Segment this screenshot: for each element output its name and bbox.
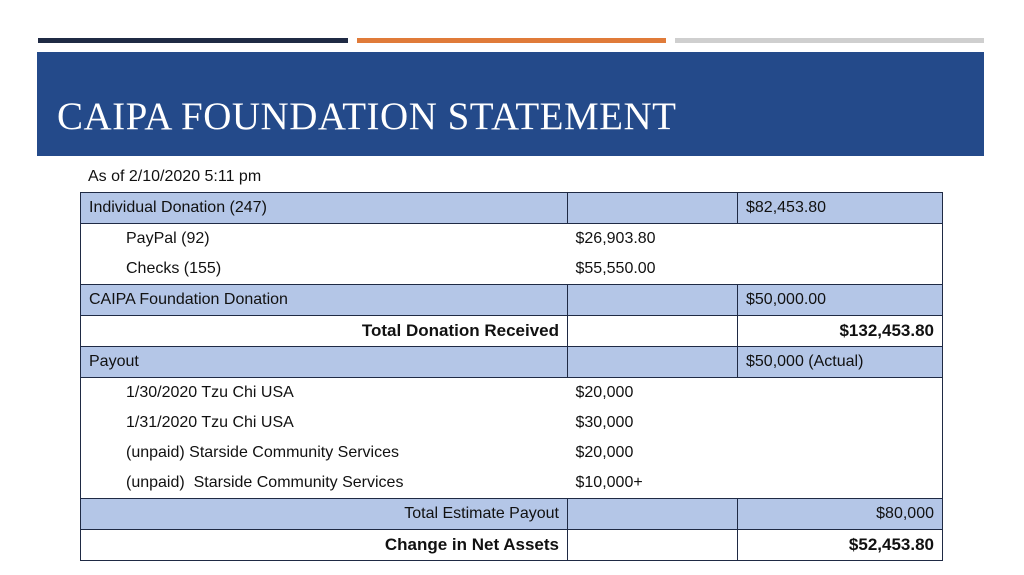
row-amount: $20,000: [568, 438, 738, 468]
row-label: CAIPA Foundation Donation: [81, 285, 568, 316]
row-label: Total Estimate Payout: [81, 499, 568, 530]
row-label: 1/31/2020 Tzu Chi USA: [81, 408, 568, 438]
row-total: $82,453.80: [738, 193, 943, 224]
row-label: Checks (155): [81, 254, 568, 285]
row-amount-empty: [568, 530, 738, 561]
row-label: (unpaid) Starside Community Services: [81, 468, 568, 499]
table-row-total-donation: [81, 316, 943, 347]
table-row-individual-donation: [81, 193, 943, 224]
slide-title: CAIPA FOUNDATION STATEMENT: [57, 95, 677, 138]
row-total-empty: [738, 378, 943, 409]
orange-accent-bar: [357, 38, 666, 43]
row-total-empty: [738, 438, 943, 468]
row-label: Individual Donation (247): [81, 193, 568, 224]
table-row-payout: [81, 347, 943, 378]
row-amount: $10,000+: [568, 468, 738, 499]
row-amount: $20,000: [568, 378, 738, 409]
decorative-bars: [38, 38, 984, 44]
row-total: $52,453.80: [738, 530, 943, 561]
row-amount-empty: [568, 285, 738, 316]
title-band: [37, 52, 984, 156]
statement-table: [80, 192, 943, 561]
table-row-payout-2: [81, 408, 943, 438]
table-row-foundation-donation: [81, 285, 943, 316]
row-total: $132,453.80: [738, 316, 943, 347]
row-label: Total Donation Received: [81, 316, 568, 347]
row-label: PayPal (92): [81, 224, 568, 255]
row-amount-empty: [568, 499, 738, 530]
row-total-empty: [738, 468, 943, 499]
table-row-payout-4: [81, 468, 943, 499]
row-label: Payout: [81, 347, 568, 378]
table-row-total-payout: [81, 499, 943, 530]
row-total: $50,000 (Actual): [738, 347, 943, 378]
row-total-empty: [738, 408, 943, 438]
table-row-payout-3: [81, 438, 943, 468]
gray-accent-bar: [675, 38, 984, 43]
row-total: $80,000: [738, 499, 943, 530]
row-amount-empty: [568, 316, 738, 347]
table-row-net-assets: [81, 530, 943, 561]
row-label: 1/30/2020 Tzu Chi USA: [81, 378, 568, 409]
table-row-paypal: [81, 224, 943, 255]
row-total: $50,000.00: [738, 285, 943, 316]
row-amount-empty: [568, 347, 738, 378]
table-row-checks: [81, 254, 943, 285]
as-of-date: As of 2/10/2020 5:11 pm: [88, 168, 262, 185]
row-amount-empty: [568, 193, 738, 224]
row-amount: $30,000: [568, 408, 738, 438]
row-amount: $55,550.00: [568, 254, 738, 285]
row-total-empty: [738, 254, 943, 285]
row-total-empty: [738, 224, 943, 255]
row-label: Change in Net Assets: [81, 530, 568, 561]
table-row-payout-1: [81, 378, 943, 409]
row-label: (unpaid) Starside Community Services: [81, 438, 568, 468]
navy-accent-bar: [38, 38, 348, 43]
row-amount: $26,903.80: [568, 224, 738, 255]
